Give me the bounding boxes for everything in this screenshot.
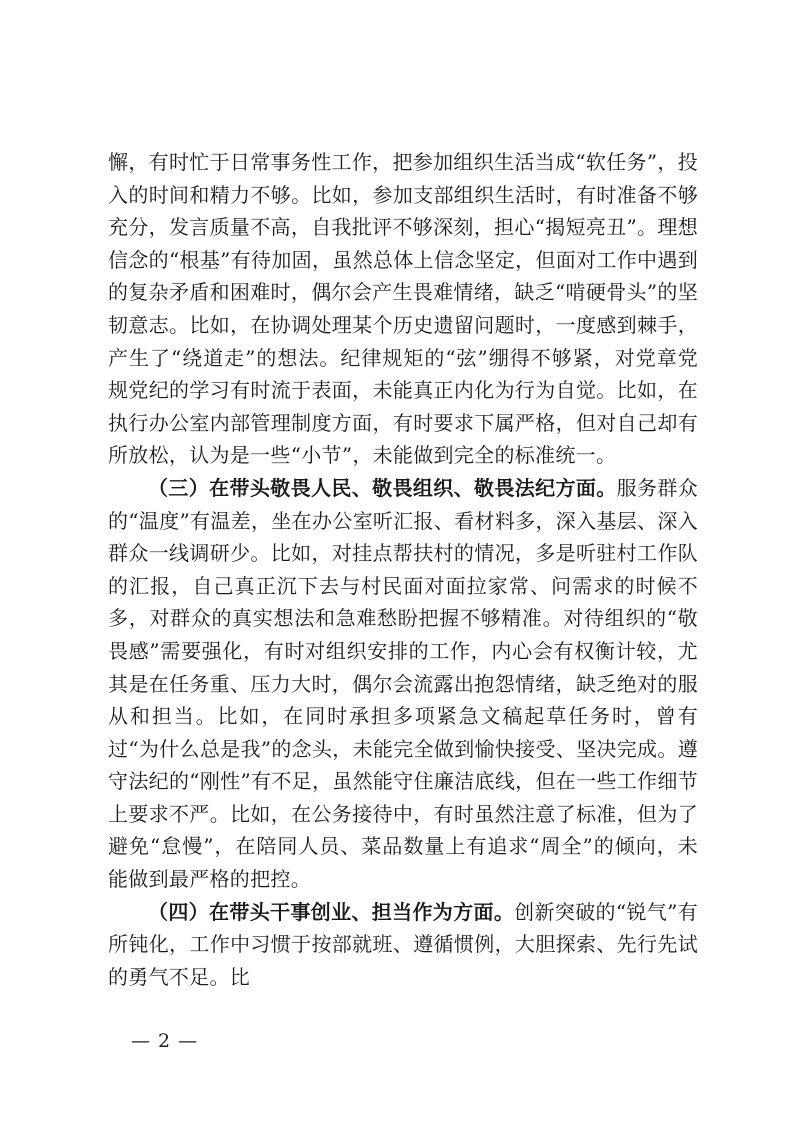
document-body — [108, 146, 698, 993]
page-number: — 2 — — [131, 1030, 199, 1052]
section-4-heading: （四）在带头干事创业、担当作为方面。 — [148, 899, 515, 924]
paragraph-continuation: 懈，有时忙于日常事务性工作，把参加组织生活当成“软任务”，投入的时间和精力不够。比如，参加支部组织生活时，有时准备不够充分，发言质量不高，自我批评不够深刻，担心“揭短亮丑”。理想信念的“根基”有待加固，虽然总体上信念坚定，但面对工作中遇到的复杂矛盾和困难时，偶尔会产生畏难情绪，缺乏“啃硬骨头”的坚韧意志。比如，在协调处理某个历史遗留问题时，一度感到棘手，产生了“绕道走”的想法。纪律规矩的“弦”绷得不够紧，对党章党规党纪的学习有时流于表面，未能真正内化为行为自觉。比如，在执行办公室内部管理制度方面，有时要求下属严格，但对自己却有所放松，认为是一些“小节”，未能做到完全的标准统一。 — [108, 150, 698, 468]
section-3-paragraph — [108, 472, 698, 896]
section-3-text: 服务群众的“温度”有温差，坐在办公室听汇报、看材料多，深入基层、深入群众一线调研少。比如，对挂点帮扶村的情况，多是听驻村工作队的汇报，自己真正沉下去与村民面对面拉家常、问需求的时候不多，对群众的真实想法和急难愁盼把握不够精准。对待组织的“敬畏感”需要强化，有时对组织安排的工作，内心会有权衡计较，尤其是在任务重、压力大时，偶尔会流露出抱怨情绪，缺乏绝对的服从和担当。比如，在同时承担多项紧急文稿起草任务时，曾有过“为什么总是我”的念头，未能完全做到愉快接受、坚决完成。遵守法纪的“刚性”有不足，虽然能守住廉洁底线，但在一些工作细节上要求不严。比如，在公务接待中，有时虽然注意了标准，但为了避免“怠慢”，在陪同人员、菜品数量上有追求“周全”的倾向，未能做到最严格的把控。 — [108, 475, 698, 892]
section-4-paragraph — [108, 896, 698, 994]
section-3-heading: （三）在带头敬畏人民、敬畏组织、敬畏法纪方面。 — [148, 475, 617, 500]
section-4-text: 创新突破的“锐气”有所钝化，工作中习惯于按部就班、遵循惯例，大胆探索、先行先试的勇气不足。比 — [108, 899, 699, 989]
